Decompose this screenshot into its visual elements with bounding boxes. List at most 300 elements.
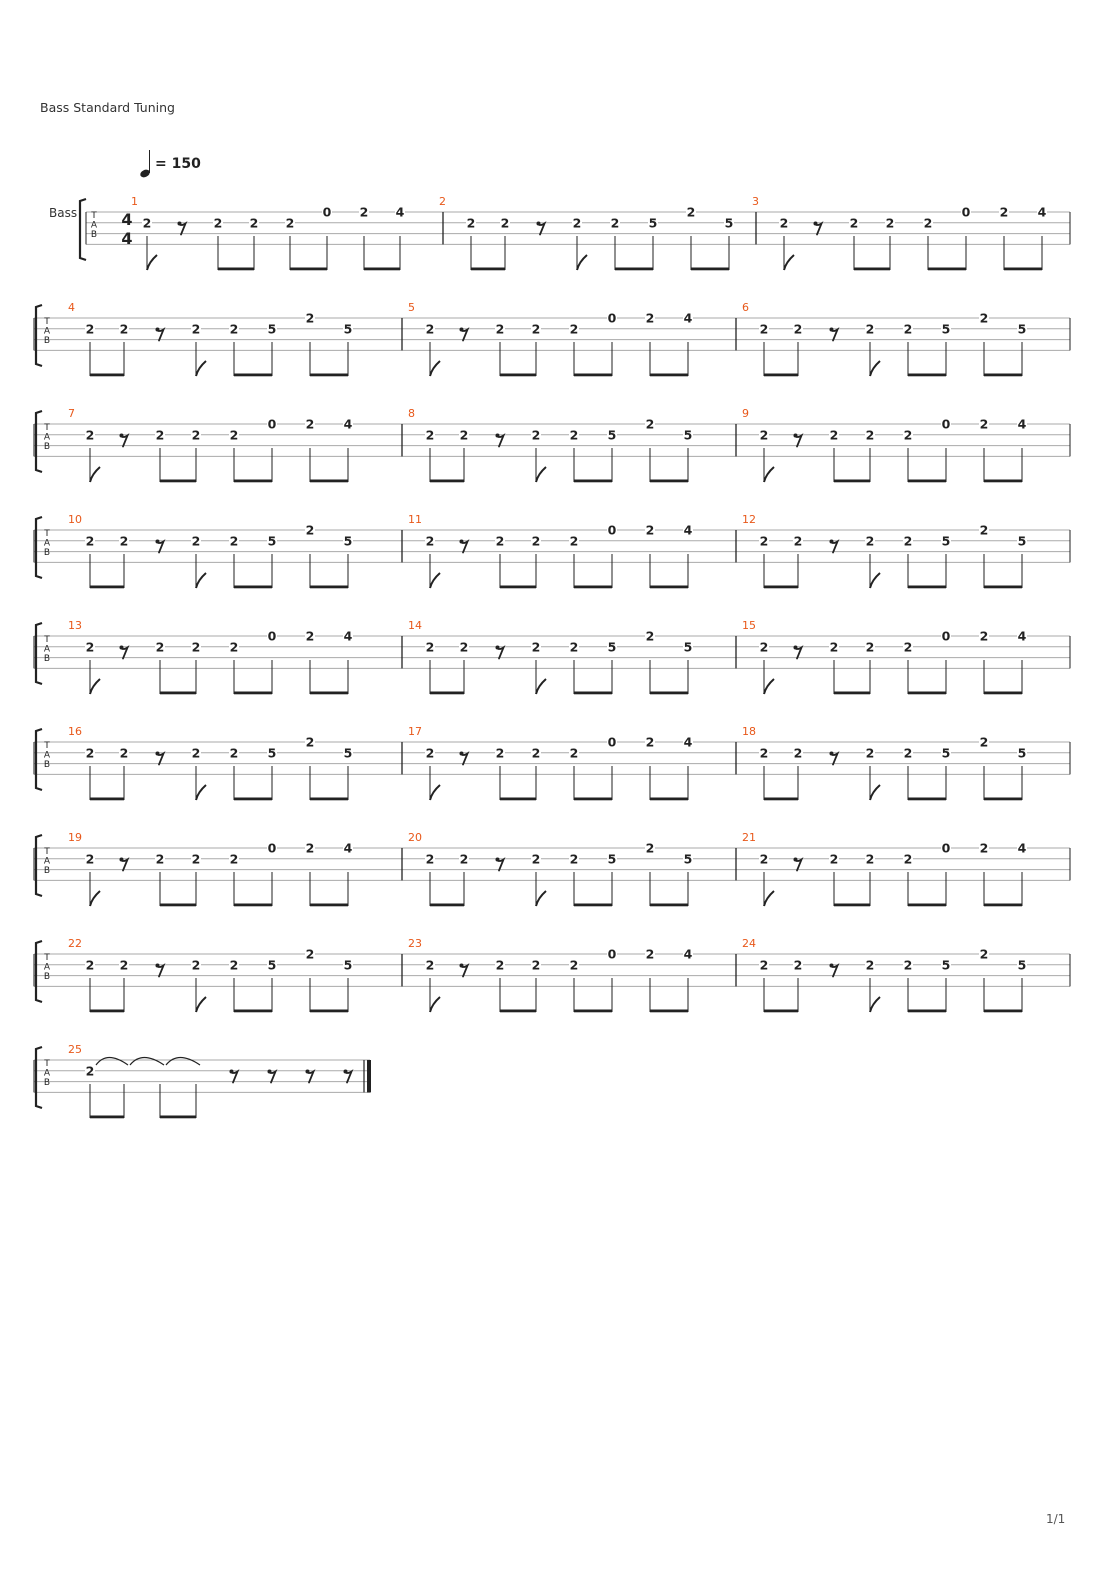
note-beam bbox=[90, 586, 124, 589]
note-flag bbox=[536, 467, 546, 482]
note-beam bbox=[90, 1010, 124, 1013]
note-beam bbox=[984, 798, 1022, 801]
fret-number: 2 bbox=[191, 957, 201, 973]
tab-clef-letter: A bbox=[43, 1068, 51, 1079]
fret-number: 2 bbox=[569, 745, 579, 761]
note-flag bbox=[90, 467, 100, 482]
note-flag bbox=[577, 255, 587, 270]
fret-number: 2 bbox=[645, 416, 655, 432]
fret-number: 2 bbox=[979, 734, 989, 750]
eighth-rest-dot bbox=[156, 328, 160, 332]
fret-number: 4 bbox=[1017, 840, 1027, 856]
fret-number: 0 bbox=[607, 522, 617, 538]
tab-clef-letter: B bbox=[43, 760, 51, 771]
note-beam bbox=[310, 692, 348, 695]
fret-number: 2 bbox=[793, 957, 803, 973]
note-beam bbox=[650, 374, 688, 377]
note-flag bbox=[430, 997, 440, 1012]
tie-arc bbox=[166, 1058, 200, 1066]
note-beam bbox=[471, 268, 505, 271]
fret-number: 0 bbox=[267, 628, 277, 644]
note-beam bbox=[764, 374, 798, 377]
eighth-rest-dot bbox=[496, 858, 500, 862]
fret-number: 2 bbox=[191, 427, 201, 443]
fret-number: 2 bbox=[645, 840, 655, 856]
measure-number: 14 bbox=[408, 619, 422, 632]
fret-number: 2 bbox=[229, 427, 239, 443]
tab-clef-letter: A bbox=[43, 750, 51, 761]
fret-number: 2 bbox=[229, 957, 239, 973]
tab-clef-letter: T bbox=[44, 423, 50, 433]
tab-clef-letter: A bbox=[43, 538, 51, 549]
fret-number: 5 bbox=[941, 321, 951, 337]
eighth-rest-dot bbox=[120, 858, 124, 862]
fret-number: 4 bbox=[343, 840, 353, 856]
eighth-rest-dot bbox=[120, 434, 124, 438]
note-beam bbox=[834, 904, 870, 907]
fret-number: 5 bbox=[683, 639, 693, 655]
tab-clef-letter: A bbox=[90, 220, 98, 231]
fret-number: 2 bbox=[865, 851, 875, 867]
fret-number: 2 bbox=[305, 522, 315, 538]
fret-number: 5 bbox=[607, 427, 617, 443]
final-barline-thick bbox=[367, 1060, 371, 1092]
eighth-rest-dot bbox=[344, 1070, 348, 1074]
eighth-rest-dot bbox=[156, 752, 160, 756]
fret-number: 2 bbox=[645, 946, 655, 962]
note-beam bbox=[500, 374, 536, 377]
fret-number: 2 bbox=[686, 204, 696, 220]
fret-number: 0 bbox=[607, 946, 617, 962]
fret-number: 5 bbox=[267, 533, 277, 549]
measure bbox=[68, 937, 402, 1012]
measure-number: 22 bbox=[68, 937, 82, 950]
tab-clef-letter: B bbox=[43, 1078, 51, 1089]
fret-number: 2 bbox=[759, 321, 769, 337]
fret-number: 2 bbox=[119, 957, 129, 973]
fret-number: 2 bbox=[610, 215, 620, 231]
fret-number: 5 bbox=[343, 321, 353, 337]
staff-system bbox=[34, 831, 1070, 906]
measure-number: 23 bbox=[408, 937, 422, 950]
fret-number: 2 bbox=[645, 522, 655, 538]
measure-number: 13 bbox=[68, 619, 82, 632]
measure bbox=[408, 619, 736, 694]
note-beam bbox=[160, 480, 196, 483]
measure bbox=[742, 725, 1070, 800]
tab-clef-letter: B bbox=[43, 866, 51, 877]
note-beam bbox=[90, 798, 124, 801]
measure bbox=[408, 513, 736, 588]
note-beam bbox=[854, 268, 890, 271]
note-flag bbox=[90, 891, 100, 906]
fret-number: 2 bbox=[531, 427, 541, 443]
note-flag bbox=[784, 255, 794, 270]
note-beam bbox=[310, 374, 348, 377]
note-beam bbox=[984, 1010, 1022, 1013]
fret-number: 2 bbox=[85, 957, 95, 973]
note-beam bbox=[364, 268, 400, 271]
system-bracket bbox=[36, 517, 42, 578]
staff-system bbox=[34, 513, 1070, 588]
fret-number: 2 bbox=[759, 957, 769, 973]
note-flag bbox=[196, 361, 206, 376]
eighth-rest-dot bbox=[178, 222, 182, 226]
measure-number: 9 bbox=[742, 407, 749, 420]
time-signature-numerator: 4 bbox=[121, 210, 133, 229]
tab-clef-letter: B bbox=[43, 654, 51, 665]
fret-number: 2 bbox=[865, 745, 875, 761]
fret-number: 2 bbox=[903, 321, 913, 337]
note-beam bbox=[310, 1010, 348, 1013]
fret-number: 2 bbox=[903, 427, 913, 443]
fret-number: 2 bbox=[500, 215, 510, 231]
eighth-rest-dot bbox=[496, 434, 500, 438]
fret-number: 2 bbox=[793, 321, 803, 337]
tab-clef-letter: T bbox=[44, 1059, 50, 1069]
fret-number: 5 bbox=[648, 215, 658, 231]
fret-number: 5 bbox=[267, 745, 277, 761]
note-flag bbox=[196, 573, 206, 588]
fret-number: 2 bbox=[229, 639, 239, 655]
fret-number: 2 bbox=[531, 533, 541, 549]
fret-number: 5 bbox=[343, 533, 353, 549]
fret-number: 2 bbox=[779, 215, 789, 231]
fret-number: 2 bbox=[305, 946, 315, 962]
fret-number: 4 bbox=[395, 204, 405, 220]
measure-number: 1 bbox=[131, 195, 138, 208]
measure bbox=[408, 725, 736, 800]
eighth-rest-dot bbox=[460, 328, 464, 332]
note-beam bbox=[500, 798, 536, 801]
tab-clef-letter: B bbox=[43, 336, 51, 347]
fret-number: 2 bbox=[425, 639, 435, 655]
measure bbox=[742, 407, 1070, 482]
measure bbox=[408, 831, 736, 906]
measure-number: 25 bbox=[68, 1043, 82, 1056]
fret-number: 0 bbox=[961, 204, 971, 220]
fret-number: 2 bbox=[569, 321, 579, 337]
note-flag bbox=[764, 467, 774, 482]
fret-number: 2 bbox=[305, 310, 315, 326]
fret-number: 2 bbox=[979, 416, 989, 432]
fret-number: 2 bbox=[191, 745, 201, 761]
note-beam bbox=[310, 798, 348, 801]
fret-number: 5 bbox=[724, 215, 734, 231]
eighth-rest-dot bbox=[306, 1070, 310, 1074]
system-bracket bbox=[36, 941, 42, 1002]
tuning-label: Bass Standard Tuning bbox=[40, 100, 175, 115]
fret-number: 2 bbox=[979, 310, 989, 326]
fret-number: 2 bbox=[305, 416, 315, 432]
note-flag bbox=[536, 891, 546, 906]
eighth-rest-dot bbox=[156, 964, 160, 968]
note-flag bbox=[90, 679, 100, 694]
fret-number: 2 bbox=[249, 215, 259, 231]
note-beam bbox=[764, 798, 798, 801]
tab-clef-letter: A bbox=[43, 962, 51, 973]
measure bbox=[68, 1043, 371, 1118]
note-beam bbox=[1004, 268, 1042, 271]
fret-number: 5 bbox=[607, 639, 617, 655]
fret-number: 2 bbox=[305, 628, 315, 644]
measure bbox=[408, 407, 736, 482]
tie-arc bbox=[96, 1058, 128, 1066]
fret-number: 2 bbox=[759, 427, 769, 443]
eighth-rest-dot bbox=[830, 540, 834, 544]
note-beam bbox=[90, 374, 124, 377]
note-beam bbox=[928, 268, 966, 271]
note-flag bbox=[764, 679, 774, 694]
fret-number: 2 bbox=[569, 851, 579, 867]
tab-clef-letter: T bbox=[44, 529, 50, 539]
measure-number: 3 bbox=[752, 195, 759, 208]
fret-number: 2 bbox=[569, 427, 579, 443]
note-beam bbox=[834, 480, 870, 483]
fret-number: 2 bbox=[85, 321, 95, 337]
eighth-rest-dot bbox=[794, 858, 798, 862]
fret-number: 2 bbox=[903, 533, 913, 549]
fret-number: 2 bbox=[923, 215, 933, 231]
fret-number: 2 bbox=[999, 204, 1009, 220]
measure-number: 11 bbox=[408, 513, 422, 526]
staff-system bbox=[34, 619, 1070, 694]
fret-number: 2 bbox=[979, 628, 989, 644]
measure-number: 4 bbox=[68, 301, 75, 314]
fret-number: 2 bbox=[759, 533, 769, 549]
fret-number: 4 bbox=[1037, 204, 1047, 220]
eighth-rest-dot bbox=[156, 540, 160, 544]
tab-clef-letter: B bbox=[43, 442, 51, 453]
fret-number: 2 bbox=[569, 533, 579, 549]
measure bbox=[68, 513, 402, 588]
fret-number: 2 bbox=[229, 851, 239, 867]
tab-clef-letter: T bbox=[91, 211, 97, 221]
measure bbox=[742, 301, 1070, 376]
note-beam bbox=[310, 586, 348, 589]
fret-number: 2 bbox=[229, 533, 239, 549]
system-bracket bbox=[36, 411, 42, 472]
fret-number: 5 bbox=[1017, 745, 1027, 761]
eighth-rest-dot bbox=[460, 964, 464, 968]
fret-number: 4 bbox=[683, 310, 693, 326]
note-flag bbox=[870, 997, 880, 1012]
fret-number: 4 bbox=[683, 946, 693, 962]
fret-number: 2 bbox=[359, 204, 369, 220]
note-flag bbox=[430, 361, 440, 376]
tab-clef-letter: A bbox=[43, 326, 51, 337]
eighth-rest-dot bbox=[230, 1070, 234, 1074]
fret-number: 2 bbox=[531, 745, 541, 761]
note-beam bbox=[234, 374, 272, 377]
fret-number: 5 bbox=[267, 957, 277, 973]
note-beam bbox=[160, 1116, 196, 1119]
time-signature-denominator: 4 bbox=[121, 229, 133, 248]
fret-number: 2 bbox=[759, 745, 769, 761]
fret-number: 5 bbox=[941, 957, 951, 973]
tab-clef-letter: T bbox=[44, 847, 50, 857]
fret-number: 2 bbox=[305, 734, 315, 750]
staff-system bbox=[34, 725, 1070, 800]
measure bbox=[742, 831, 1070, 906]
fret-number: 2 bbox=[865, 957, 875, 973]
note-beam bbox=[908, 904, 946, 907]
tie-arc bbox=[130, 1058, 164, 1066]
fret-number: 2 bbox=[865, 427, 875, 443]
note-beam bbox=[650, 798, 688, 801]
note-beam bbox=[984, 904, 1022, 907]
fret-number: 2 bbox=[459, 427, 469, 443]
system-bracket bbox=[80, 199, 86, 260]
measure bbox=[408, 301, 736, 376]
note-beam bbox=[234, 480, 272, 483]
measure-number: 16 bbox=[68, 725, 82, 738]
fret-number: 2 bbox=[759, 639, 769, 655]
fret-number: 5 bbox=[683, 851, 693, 867]
measure-number: 20 bbox=[408, 831, 422, 844]
note-beam bbox=[691, 268, 729, 271]
staff-system bbox=[34, 937, 1070, 1012]
fret-number: 2 bbox=[155, 639, 165, 655]
fret-number: 0 bbox=[941, 840, 951, 856]
note-flag bbox=[870, 361, 880, 376]
system-bracket bbox=[36, 1047, 42, 1108]
fret-number: 2 bbox=[85, 533, 95, 549]
fret-number: 2 bbox=[531, 321, 541, 337]
fret-number: 2 bbox=[865, 321, 875, 337]
measure bbox=[131, 195, 443, 270]
fret-number: 2 bbox=[425, 533, 435, 549]
staff-system bbox=[34, 301, 1070, 376]
eighth-rest-dot bbox=[830, 964, 834, 968]
fret-number: 2 bbox=[495, 533, 505, 549]
note-beam bbox=[500, 586, 536, 589]
staff-system bbox=[49, 195, 1070, 270]
fret-number: 2 bbox=[229, 745, 239, 761]
tab-clef-letter: T bbox=[44, 741, 50, 751]
note-beam bbox=[984, 374, 1022, 377]
fret-number: 2 bbox=[979, 840, 989, 856]
fret-number: 2 bbox=[865, 533, 875, 549]
fret-number: 2 bbox=[849, 215, 859, 231]
fret-number: 2 bbox=[903, 745, 913, 761]
fret-number: 5 bbox=[941, 745, 951, 761]
fret-number: 2 bbox=[572, 215, 582, 231]
fret-number: 2 bbox=[645, 734, 655, 750]
fret-number: 0 bbox=[322, 204, 332, 220]
eighth-rest-dot bbox=[830, 328, 834, 332]
system-bracket bbox=[36, 623, 42, 684]
eighth-rest-dot bbox=[814, 222, 818, 226]
fret-number: 2 bbox=[459, 851, 469, 867]
note-beam bbox=[574, 904, 612, 907]
fret-number: 2 bbox=[119, 321, 129, 337]
fret-number: 2 bbox=[531, 957, 541, 973]
fret-number: 2 bbox=[119, 533, 129, 549]
tab-clef-letter: A bbox=[43, 644, 51, 655]
measure bbox=[68, 725, 402, 800]
note-flag bbox=[430, 785, 440, 800]
tab-clef-letter: B bbox=[90, 230, 98, 241]
note-beam bbox=[500, 1010, 536, 1013]
note-beam bbox=[650, 1010, 688, 1013]
note-beam bbox=[430, 692, 464, 695]
fret-number: 2 bbox=[425, 745, 435, 761]
fret-number: 2 bbox=[305, 840, 315, 856]
tab-clef-letter: T bbox=[44, 953, 50, 963]
note-beam bbox=[160, 692, 196, 695]
fret-number: 4 bbox=[683, 734, 693, 750]
note-beam bbox=[908, 798, 946, 801]
measure-number: 19 bbox=[68, 831, 82, 844]
tab-clef-letter: T bbox=[44, 317, 50, 327]
fret-number: 0 bbox=[941, 416, 951, 432]
fret-number: 2 bbox=[885, 215, 895, 231]
measure bbox=[742, 937, 1070, 1012]
fret-number: 0 bbox=[267, 416, 277, 432]
measure bbox=[68, 831, 402, 906]
note-flag bbox=[764, 891, 774, 906]
note-beam bbox=[430, 904, 464, 907]
tab-clef-letter: B bbox=[43, 548, 51, 559]
fret-number: 2 bbox=[793, 745, 803, 761]
fret-number: 2 bbox=[829, 639, 839, 655]
tab-clef-letter: T bbox=[44, 635, 50, 645]
note-beam bbox=[984, 586, 1022, 589]
fret-number: 2 bbox=[495, 321, 505, 337]
fret-number: 5 bbox=[343, 957, 353, 973]
fret-number: 2 bbox=[155, 427, 165, 443]
note-beam bbox=[764, 586, 798, 589]
fret-number: 0 bbox=[941, 628, 951, 644]
measure bbox=[408, 937, 736, 1012]
fret-number: 2 bbox=[979, 522, 989, 538]
fret-number: 2 bbox=[903, 957, 913, 973]
note-flag bbox=[536, 679, 546, 694]
measure-number: 2 bbox=[439, 195, 446, 208]
fret-number: 4 bbox=[343, 416, 353, 432]
fret-number: 5 bbox=[1017, 533, 1027, 549]
eighth-rest-dot bbox=[460, 752, 464, 756]
note-beam bbox=[650, 692, 688, 695]
note-beam bbox=[290, 268, 327, 271]
note-beam bbox=[234, 586, 272, 589]
measure bbox=[752, 195, 1070, 270]
fret-number: 2 bbox=[85, 851, 95, 867]
fret-number: 2 bbox=[793, 533, 803, 549]
fret-number: 2 bbox=[569, 957, 579, 973]
fret-number: 5 bbox=[683, 427, 693, 443]
measure-number: 18 bbox=[742, 725, 756, 738]
note-beam bbox=[218, 268, 254, 271]
note-beam bbox=[764, 1010, 798, 1013]
fret-number: 2 bbox=[213, 215, 223, 231]
fret-number: 2 bbox=[85, 427, 95, 443]
fret-number: 2 bbox=[531, 639, 541, 655]
note-beam bbox=[908, 1010, 946, 1013]
note-beam bbox=[574, 692, 612, 695]
fret-number: 5 bbox=[941, 533, 951, 549]
note-flag bbox=[870, 573, 880, 588]
fret-number: 2 bbox=[829, 427, 839, 443]
eighth-rest-dot bbox=[120, 646, 124, 650]
measure bbox=[742, 513, 1070, 588]
note-flag bbox=[870, 785, 880, 800]
note-beam bbox=[310, 480, 348, 483]
fret-number: 2 bbox=[285, 215, 295, 231]
system-bracket bbox=[36, 729, 42, 790]
eighth-rest-dot bbox=[496, 646, 500, 650]
